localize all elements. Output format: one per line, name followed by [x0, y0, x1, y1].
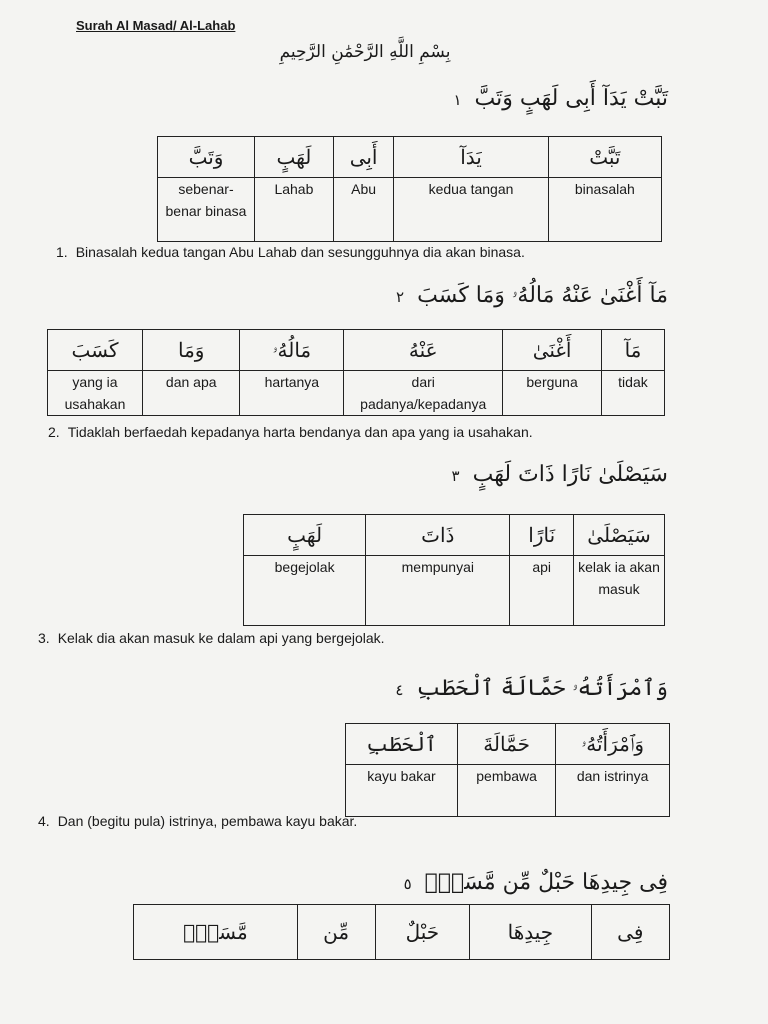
word-cell: مَّسَدٍۭ: [134, 905, 298, 960]
translation-number: 1.: [56, 244, 68, 260]
word-cell: عَنْهُ: [344, 330, 503, 371]
word-cell: سَيَصْلَىٰ: [574, 515, 665, 556]
verse-4-translation: [38, 813, 357, 829]
verse-5-arabic: [404, 870, 668, 895]
verse-2-text: مَآ أَغْنَىٰ عَنْهُ مَالُهُۥ وَمَا كَسَبَ: [417, 283, 668, 308]
verse-1-marker: ١: [453, 91, 462, 109]
word-cell: مَآ: [601, 330, 664, 371]
meaning-cell: dan istrinya: [556, 765, 670, 817]
verse-2-vocab-table: [47, 329, 665, 416]
meaning-cell: dari padanya/kepadanya: [344, 371, 503, 416]
verse-3-text: سَيَصْلَىٰ نَارًا ذَاتَ لَهَبٍ: [472, 462, 668, 487]
word-cell: وَتَبَّ: [158, 137, 255, 178]
translation-number: 2.: [48, 424, 60, 440]
meaning-row: [346, 765, 670, 817]
arabic-row: [134, 905, 670, 960]
verse-4-arabic: [395, 676, 668, 701]
meaning-cell: kedua tangan: [394, 178, 548, 242]
meaning-cell: tidak: [601, 371, 664, 416]
word-cell: أَبِى: [333, 137, 394, 178]
verse-3-arabic: [452, 462, 668, 487]
meaning-row: [48, 371, 665, 416]
word-cell: فِى: [591, 905, 669, 960]
verse-4-marker: ٤: [395, 681, 404, 699]
meaning-cell: binasalah: [548, 178, 661, 242]
verse-3-marker: ٣: [451, 467, 460, 485]
translation-text: Dan (begitu pula) istrinya, pembawa kayu bakar.: [57, 813, 358, 829]
meaning-cell: sebenar-benar binasa: [158, 178, 255, 242]
meaning-row: [244, 556, 665, 626]
word-cell: وَٱمْرَأَتُهُۥ: [556, 724, 670, 765]
word-cell: حَبْلٌ: [375, 905, 470, 960]
meaning-cell: yang ia usahakan: [48, 371, 143, 416]
translation-number: 3.: [38, 630, 50, 646]
verse-5-vocab-table: [133, 904, 670, 960]
word-cell: لَهَبٍ: [255, 137, 334, 178]
word-cell: جِيدِهَا: [470, 905, 591, 960]
word-cell: أَغْنَىٰ: [503, 330, 602, 371]
word-cell: مِّن: [297, 905, 375, 960]
verse-4-vocab-table: [345, 723, 670, 817]
verse-1-arabic: [453, 86, 668, 111]
verse-2-arabic: [396, 283, 668, 308]
meaning-cell: begejolak: [244, 556, 366, 626]
arabic-row: [346, 724, 670, 765]
arabic-row: [48, 330, 665, 371]
verse-1-text: تَبَّتْ يَدَآ أَبِى لَهَبٍ وَتَبَّ: [474, 86, 668, 111]
translation-text: Binasalah kedua tangan Abu Lahab dan sesungguhnya dia akan binasa.: [75, 244, 525, 260]
meaning-cell: kayu bakar: [346, 765, 458, 817]
word-cell: ٱلْحَطَبِ: [346, 724, 458, 765]
meaning-cell: Abu: [333, 178, 394, 242]
basmala: بِسْمِ اللَّهِ الرَّحْمَٰنِ الرَّحِيمِ: [279, 42, 451, 62]
translation-text: Tidaklah berfaedah kepadanya harta bendanya dan apa yang ia usahakan.: [67, 424, 533, 440]
verse-3-vocab-table: [243, 514, 665, 626]
verse-2-marker: ٢: [396, 288, 405, 306]
verse-5-text: فِى جِيدِهَا حَبْلٌ مِّن مَّسَدٍۭ: [424, 870, 668, 895]
meaning-cell: api: [510, 556, 574, 626]
meaning-cell: hartanya: [240, 371, 344, 416]
page-title: Surah Al Masad/ Al-Lahab: [76, 18, 236, 33]
word-cell: مَالُهُۥ: [240, 330, 344, 371]
word-cell: ذَاتَ: [366, 515, 510, 556]
meaning-cell: pembawa: [457, 765, 555, 817]
meaning-cell: berguna: [503, 371, 602, 416]
verse-1-vocab-table: [157, 136, 662, 242]
translation-number: 4.: [38, 813, 50, 829]
verse-4-text: وَٱمْرَأَتُهُۥ حَمَّالَةَ ٱلْحَطَبِ: [416, 676, 668, 701]
word-cell: لَهَبٍ: [244, 515, 366, 556]
verse-2-translation: [48, 424, 533, 440]
verse-3-translation: [38, 630, 385, 646]
meaning-cell: kelak ia akan masuk: [574, 556, 665, 626]
word-cell: نَارًا: [510, 515, 574, 556]
word-cell: يَدَآ: [394, 137, 548, 178]
word-cell: وَمَا: [143, 330, 240, 371]
meaning-row: [158, 178, 662, 242]
verse-5-marker: ٥: [403, 875, 412, 893]
word-cell: حَمَّالَةَ: [457, 724, 555, 765]
word-cell: كَسَبَ: [48, 330, 143, 371]
meaning-cell: Lahab: [255, 178, 334, 242]
verse-1-translation: [56, 244, 525, 260]
word-cell: تَبَّتْ: [548, 137, 661, 178]
arabic-row: [244, 515, 665, 556]
meaning-cell: dan apa: [143, 371, 240, 416]
translation-text: Kelak dia akan masuk ke dalam api yang bergejolak.: [57, 630, 385, 646]
arabic-row: [158, 137, 662, 178]
meaning-cell: mempunyai: [366, 556, 510, 626]
